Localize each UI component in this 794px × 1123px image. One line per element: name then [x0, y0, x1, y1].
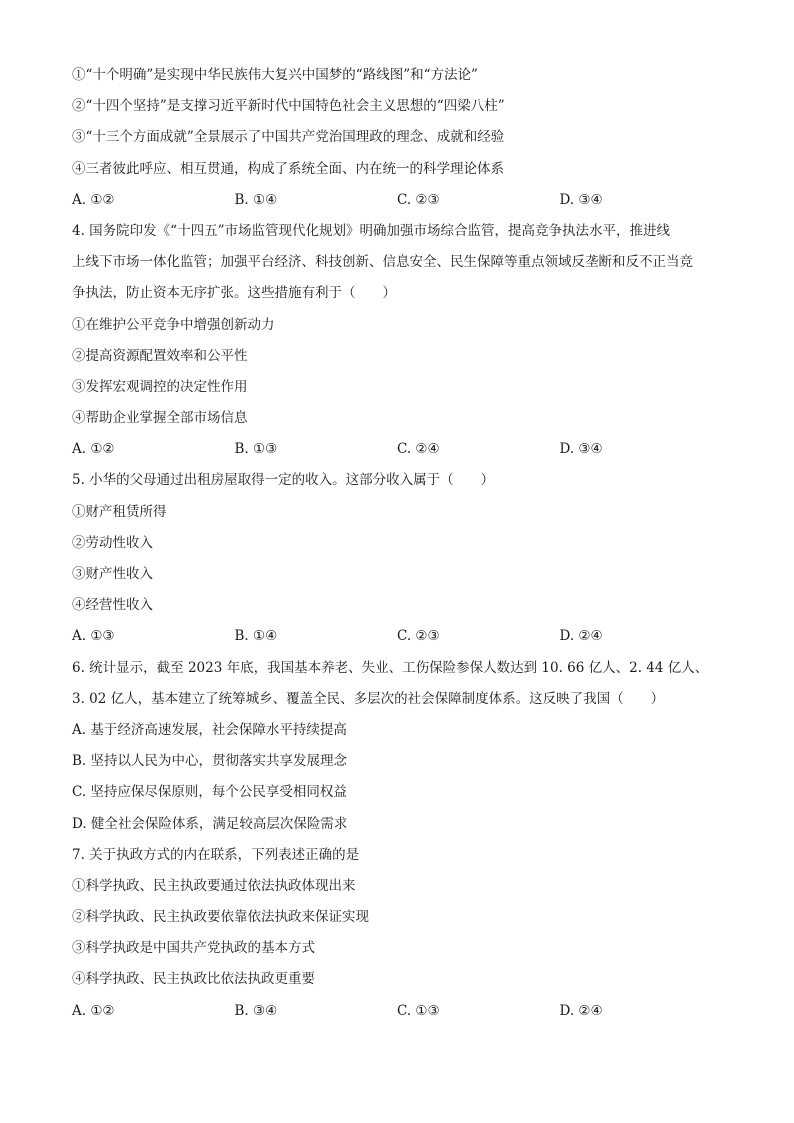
q5-stem: 5. 小华的父母通过出租房屋取得一定的收入。这部分收入属于（ ） — [72, 472, 495, 489]
q6-choice-a: A. 基于经济高速发展，社会保障水平持续提高 — [72, 721, 347, 738]
q7-option-d: D. ②④ — [559, 1002, 603, 1019]
q7-option-c: C. ①③ — [397, 1002, 440, 1019]
q5-statement-4: ④经营性收入 — [72, 597, 153, 614]
q3-statement-2: ②“十四个坚持”是支撑习近平新时代中国特色社会主义思想的“四梁八柱” — [72, 98, 505, 115]
q6-choice-d: D. 健全社会保险体系，满足较高层次保险需求 — [72, 815, 348, 832]
q4-option-a: A. ①② — [72, 441, 115, 458]
q5-statement-1: ①财产租赁所得 — [72, 503, 167, 520]
q7-options — [72, 1000, 722, 1031]
q5-option-b: B. ①④ — [234, 628, 278, 645]
q4-statements — [72, 314, 722, 439]
q4-statement-1: ①在维护公平竞争中增强创新动力 — [72, 316, 275, 333]
q3-statement-4: ④三者彼此呼应、相互贯通，构成了系统全面、内在统一的科学理论体系 — [72, 160, 504, 177]
q7-stem: 7. 关于执政方式的内在联系，下列表述正确的是 — [72, 846, 360, 863]
q6-stem — [72, 657, 722, 719]
q7-statement-3: ③科学执政是中国共产党执政的基本方式 — [72, 940, 315, 957]
q6-stem-line-1: 6. 统计显示，截至 2023 年底，我国基本养老、失业、工伤保险参保人数达到 10. 66 亿人、2. 44 亿人、 — [72, 659, 709, 676]
q4-stem — [72, 220, 722, 314]
q5-option-a: A. ①③ — [72, 628, 115, 645]
q4-stem-line-1: 4. 国务院印发《“十四五”市场监管现代化规划》明确加强市场综合监管，提高竞争执法水平，推进线 — [72, 222, 670, 239]
q3-statement-3: ③“十三个方面成就”全景展示了中国共产党治国理政的理念、成就和经验 — [72, 129, 505, 146]
q4-option-b: B. ①③ — [234, 441, 278, 458]
q7-statement-2: ②科学执政、民主执政要依靠依法执政来保证实现 — [72, 909, 369, 926]
q6-choice-b: B. 坚持以人民为中心，贯彻落实共享发展理念 — [72, 753, 348, 770]
q3-option-b: B. ①④ — [234, 191, 278, 208]
q4-stem-line-2: 上线下市场一体化监管；加强平台经济、科技创新、信息安全、民生保障等重点领域反垄断和反不正当竞 — [72, 254, 693, 271]
q4-options — [72, 438, 722, 469]
q7-statement-1: ①科学执政、民主执政要通过依法执政体现出来 — [72, 877, 356, 894]
q3-option-a: A. ①② — [72, 191, 115, 208]
q6-choice-c: C. 坚持应保尽保原则，每个公民享受相同权益 — [72, 784, 347, 801]
q3-options — [72, 189, 722, 220]
page-content — [72, 64, 722, 1031]
q3-option-c: C. ②③ — [397, 191, 440, 208]
q4-statement-4: ④帮助企业掌握全部市场信息 — [72, 410, 248, 427]
q7-option-b: B. ③④ — [234, 1002, 278, 1019]
q7-option-a: A. ①② — [72, 1002, 115, 1019]
q3-option-d: D. ③④ — [559, 191, 603, 208]
q4-statement-3: ③发挥宏观调控的决定性作用 — [72, 378, 248, 395]
q5-statements — [72, 501, 722, 626]
q7-statement-4: ④科学执政、民主执政比依法执政更重要 — [72, 971, 315, 988]
q6-stem-line-2: 3. 02 亿人，基本建立了统筹城乡、覆盖全民、多层次的社会保障制度体系。这反映了我国（ ） — [72, 690, 665, 707]
q5-statement-3: ③财产性收入 — [72, 566, 153, 582]
q4-stem-line-3: 争执法，防止资本无序扩张。这些措施有利于（ ） — [72, 285, 396, 302]
q4-statement-2: ②提高资源配置效率和公平性 — [72, 347, 248, 364]
q3-statements — [72, 64, 722, 189]
q5-option-d: D. ②④ — [559, 628, 603, 645]
q3-statement-1: ①“十个明确”是实现中华民族伟大复兴中国梦的“路线图”和“方法论” — [72, 67, 478, 83]
q5-options — [72, 625, 722, 656]
q5-option-c: C. ②③ — [397, 628, 440, 645]
q7-statements — [72, 875, 722, 1000]
q4-option-c: C. ②④ — [397, 441, 440, 458]
q6-choices — [72, 719, 722, 844]
q4-option-d: D. ③④ — [559, 441, 603, 458]
q5-statement-2: ②劳动性收入 — [72, 534, 153, 551]
